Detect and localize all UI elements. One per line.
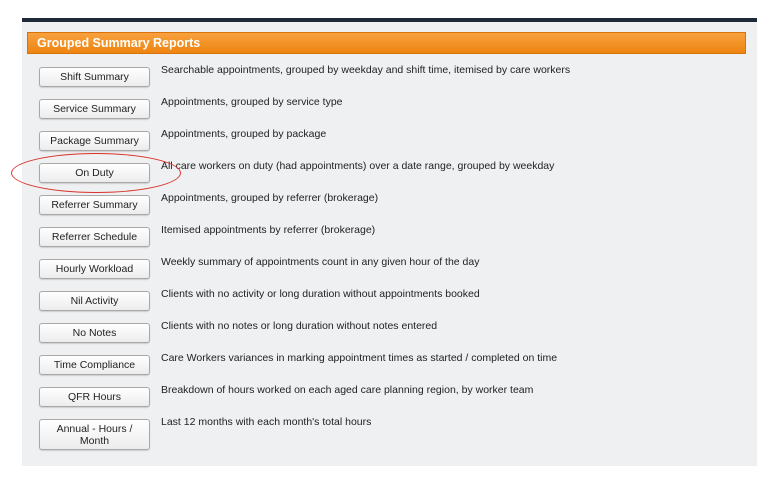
no-notes-description: Clients with no notes or long duration without notes entered: [161, 320, 438, 332]
annual-hours-month-button[interactable]: Annual - Hours / Month: [39, 419, 150, 450]
nil-activity-button[interactable]: Nil Activity: [39, 291, 150, 311]
hourly-workload-description: Weekly summary of appointments count in any given hour of the day: [161, 256, 480, 268]
referrer-summary-description: Appointments, grouped by referrer (brokerage): [161, 192, 379, 204]
referrer-schedule-button[interactable]: Referrer Schedule: [39, 227, 150, 247]
qfr-hours-description: Breakdown of hours worked on each aged care planning region, by worker team: [161, 384, 534, 396]
no-notes-button[interactable]: No Notes: [39, 323, 150, 343]
section-header: Grouped Summary Reports: [27, 32, 746, 54]
nil-activity-description: Clients with no activity or long duration without appointments booked: [161, 288, 480, 300]
time-compliance-description: Care Workers variances in marking appointment times as started / completed on time: [161, 352, 558, 364]
on-duty-button[interactable]: On Duty: [39, 163, 150, 183]
shift-summary-button[interactable]: Shift Summary: [39, 67, 150, 87]
referrer-schedule-description: Itemised appointments by referrer (brokerage): [161, 224, 376, 236]
on-duty-description: All care workers on duty (had appointments) over a date range, grouped by weekday: [161, 160, 555, 172]
package-summary-button[interactable]: Package Summary: [39, 131, 150, 151]
time-compliance-button[interactable]: Time Compliance: [39, 355, 150, 375]
referrer-summary-button[interactable]: Referrer Summary: [39, 195, 150, 215]
service-summary-button[interactable]: Service Summary: [39, 99, 150, 119]
shift-summary-description: Searchable appointments, grouped by weekday and shift time, itemised by care workers: [161, 64, 571, 76]
annual-hours-month-description: Last 12 months with each month's total hours: [161, 416, 372, 428]
package-summary-description: Appointments, grouped by package: [161, 128, 327, 140]
qfr-hours-button[interactable]: QFR Hours: [39, 387, 150, 407]
service-summary-description: Appointments, grouped by service type: [161, 96, 343, 108]
hourly-workload-button[interactable]: Hourly Workload: [39, 259, 150, 279]
